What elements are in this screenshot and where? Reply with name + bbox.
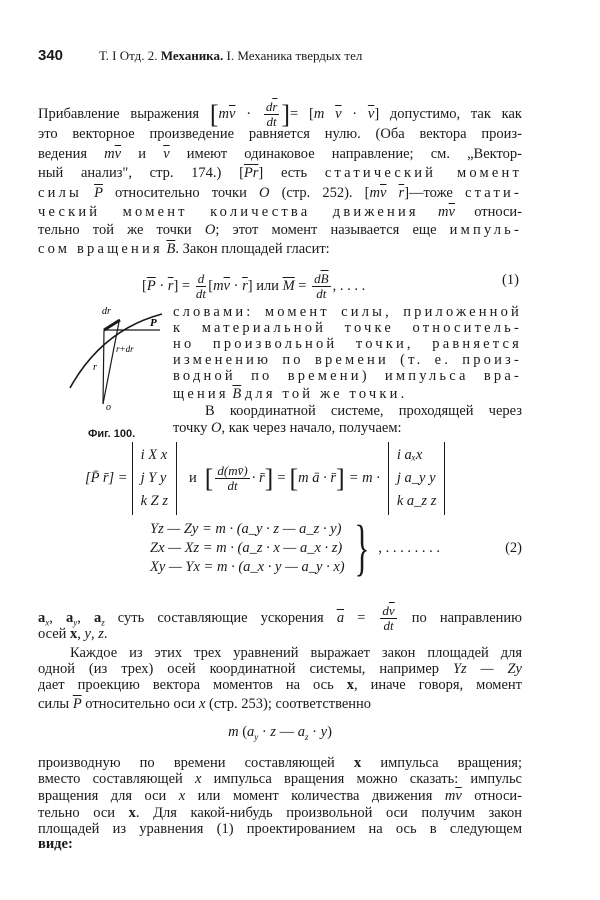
bold-text: виде: [38,836,73,852]
vector-symbol: $\overline{v}$ [367,105,375,122]
text-run: , как через начало, получаем: [221,420,402,436]
text-run: · [229,277,243,294]
math-symbol: z [98,626,104,642]
vector-symbol: $\overline{B}$ [320,271,329,286]
text-run [386,185,398,201]
bold-text: a [65,609,74,626]
text-run: [ [208,277,214,294]
text-run: , [77,626,85,642]
text-run: · [341,105,368,122]
math-symbol: x [198,696,206,712]
bold-text: x [346,677,354,693]
text-run: ведения [38,146,105,162]
vector-symbol: $\overline{r}$ [272,99,278,114]
text-run: Прибавление выражения [38,105,210,122]
spaced-emphasis: сом вращения [38,241,163,257]
math-symbol: O [204,222,216,238]
text-line [38,222,522,239]
math-symbol: d [314,271,321,286]
text-line [173,368,522,385]
text-line [38,755,522,772]
text-run: или момент количества движения [185,788,445,804]
math-symbol: m [213,277,224,294]
text-line [38,126,522,143]
determinant-2 [388,442,445,515]
det2-row: j a_y y [396,469,436,486]
equation-system-2 [150,514,522,582]
text-line [38,788,522,805]
text-run: по направлению [398,609,523,626]
text-run: · [308,724,321,740]
math-symbol: m [218,105,229,122]
text-run: ] есть [258,165,325,181]
vector-symbol: $\overline{M}$ [282,277,295,294]
text-line [173,352,522,369]
figure-100 [62,300,172,420]
text-line [38,677,522,694]
ma-r: m ā · r̄ [298,469,337,486]
text-run: [ [142,277,147,294]
math-symbol: y [320,724,328,740]
math-symbol: z [270,724,277,740]
lhs: [P̄ r̄] = [85,469,128,486]
text-run: осей [38,626,71,642]
vector-symbol: $\overline{v}$ [229,105,236,122]
fraction [264,100,280,129]
math-symbol: dt [195,286,207,301]
text-line [173,420,402,437]
math-symbol: m [104,146,115,162]
text-run: = [ [290,105,314,122]
text-run: Каждое из этих трех уравнений выражает закон площадей для [70,645,522,661]
math-symbol: O [211,420,222,436]
equation-number: (2) [505,539,522,556]
text-run: производную по времени составляющей [38,755,354,771]
math-symbol: dt [383,618,394,633]
equals: = [277,469,286,486]
text-line [38,696,371,713]
vector-symbol: $\overline{r}$ [398,185,405,201]
vector-symbol: $\overline{a}$ [336,609,345,626]
subscript: y [254,731,259,742]
text-line [38,165,522,182]
numerator [312,272,330,287]
text-run: имеют одинаковое направление; см. „Вектор- [169,146,522,162]
matrix-equation [85,440,449,516]
header-section: Механика. [160,48,224,63]
vector-symbol: $\overline{v}$ [388,603,395,618]
numerator: d(mv̄) [217,462,248,478]
spaced-emphasis: силы [38,185,82,201]
equation-number: (1) [502,272,519,288]
vector-symbol: $\overline{r}$ [252,165,259,181]
radius-vector [103,330,104,404]
math-symbol: m [369,185,380,201]
text-run: · [258,724,271,740]
text-run: импульса вращения; [361,755,523,771]
vector-symbol: $\overline{v}$ [448,204,455,220]
m-times: = m · [348,469,380,486]
determinant-1 [132,442,177,515]
numerator [264,100,280,115]
math-symbol: dt [266,114,277,129]
text-run: В координатной системе, проходящей через [205,403,522,419]
spaced-emphasis: статический момент [324,165,522,181]
conjunction: и [188,469,197,486]
text-run: точку [173,420,212,436]
text-run: (стр. 252). [ [269,185,370,201]
subscript: z [305,731,309,742]
header-suffix: I. Механика твердых тел [223,48,363,63]
bold-text: a [38,609,46,626]
text-run: вращения для оси [38,788,179,804]
text-line [38,626,108,643]
vector-symbol: $\overline{B}$ [232,386,242,402]
vector-symbol: $\overline{r}$ [167,277,174,294]
text-run: . [103,626,108,642]
denominator [316,287,326,301]
running-header [38,47,522,64]
equation-1 [142,272,365,301]
math-symbol: m [228,724,239,740]
vector-symbol: $\overline{v}$ [335,105,342,122]
text-line [173,320,522,337]
text-line [70,645,522,662]
bold-text: a [93,609,102,626]
text-run: одной (из трех) осей координатной системы, например [38,661,453,677]
math-symbol: dt [316,286,327,301]
math-symbol: Yz — Zy [452,661,522,677]
text-run: ]—тоже [404,185,465,201]
text-run: относительно оси [81,696,199,712]
text-run: . Закон площадей гласит: [175,241,330,257]
text-run: относи- [461,788,522,804]
text-run: тельно той же точки [38,222,205,238]
text-run: (стр. 253); соответственно [205,696,372,712]
text-run: ] допустимо, так как [374,105,522,122]
numerator [196,272,207,287]
vector-symbol: $\overline{P}$ [243,165,253,181]
leader-dots: , . . . . . . . . [378,539,441,556]
text-run: относительно точки [102,185,259,201]
text-run: , [90,626,99,642]
text-line [38,100,522,129]
vector-symbol: $\overline{v}$ [455,788,462,804]
text-line [38,185,522,202]
subscript: y [73,617,78,628]
label-dr: dr [102,306,111,317]
fraction [215,464,249,493]
text-line [38,146,522,163]
subscript: z [101,617,105,628]
spaced-emphasis: ческий момент количества движения [38,204,419,220]
det1-row: i X x [140,446,168,463]
text-run: , . . . . [332,277,366,294]
text-line [173,304,522,321]
vector-symbol: $\overline{v}$ [114,146,122,162]
text-run: , иначе говоря, момент [353,677,523,693]
text-run: , [49,609,66,626]
subscript: x [45,617,50,628]
numerator [380,604,396,619]
text-run: , [77,609,94,626]
spaced-emphasis: но произвольной точки, равняется [173,336,522,352]
math-symbol: x [194,771,202,787]
spaced-emphasis: изменению по времени (т. е. произ- [173,352,522,368]
det1-row: j Y y [140,469,167,486]
bold-text: x [70,626,78,642]
text-run: = [294,277,311,294]
bracket: [ [289,463,299,493]
text-run: ) [327,724,332,740]
vector-symbol: $\overline{B}$ [166,241,176,257]
spaced-emphasis: к материальной точке относитель- [173,320,522,336]
math-symbol: a [297,724,306,740]
text-line [38,724,522,746]
vector-symbol: $\overline{P}$ [146,277,156,294]
math-symbol: m [438,204,449,220]
text-run: ( [238,724,248,740]
text-line [38,604,522,633]
text-line [173,336,522,353]
label-o: o [106,402,111,413]
math-symbol: d [382,603,389,618]
text-run: импульса вращения можно сказать: импульс [201,771,522,787]
bold-text: x [353,755,362,771]
right-brace: } [354,514,369,582]
text-run: площадей из уравнения (1) проектированием на ось в следующем [38,821,522,837]
text-run: ] или [247,277,283,294]
text-run: ный анализ", стр. 174.) [ [38,165,244,181]
equation-row: Yz — Zy = m · (a_y · z — a_z · y) [150,520,342,537]
text-line [38,836,73,853]
text-run: ] = [173,277,194,294]
spaced-emphasis: для той же точки. [244,386,408,402]
math-symbol: d [197,271,205,286]
fraction [380,604,396,633]
fraction [196,272,207,301]
bracket: ] [336,463,345,493]
math-symbol: m [444,788,456,804]
text-run: ; этот момент называется еще [215,222,450,238]
text-line [38,204,522,221]
text-run: · [155,277,168,294]
bracket: [ [204,463,214,493]
text-run: дает проекцию вектора моментов на ось [38,677,347,693]
vector-symbol: $\overline{P}$ [72,696,82,712]
equations [150,520,345,577]
math-symbol: y [84,626,91,642]
det1-row: k Z z [140,492,168,509]
text-run: · [235,105,262,122]
label-p: P [150,317,157,329]
text-line [38,805,522,822]
bold-text: x [128,805,136,821]
spaced-emphasis: стати- [464,185,523,201]
radius-dr-vector [103,322,119,404]
spaced-emphasis: водной по времени) импульса вра- [173,368,522,384]
math-symbol: d [265,99,273,114]
denominator: dt [227,477,238,493]
det2-row: k a_z z [396,492,437,509]
text-run: силы [38,696,73,712]
text-line [38,241,330,258]
bracket: [ [209,100,219,129]
denominator [196,287,206,301]
times-r: · r̄ [251,469,265,486]
vector-symbol: $\overline{r}$ [242,277,248,294]
text-run: . Для какой-нибудь произвольной оси получим закон [135,805,522,821]
vector-symbol: $\overline{v}$ [163,146,170,162]
det2-row: i aₓx [396,446,423,463]
text-run [82,185,94,201]
label-r: r [93,362,97,373]
text-run: тельно оси [38,805,129,821]
math-symbol: m [313,105,336,122]
text-run: вместо составляющей [38,771,195,787]
text-run: это векторное произведение равняется нулю. (Оба вектора произ- [38,126,522,142]
text-run: и [121,146,164,162]
text-run [419,204,438,220]
text-run: = [344,609,379,626]
text-run: суть составляющие ускорения [104,609,337,626]
spaced-emphasis: щения [173,386,229,402]
header-prefix: Т. I Отд. 2. [99,48,161,63]
equation-row: Zx — Xz = m · (a_z · x — a_x · z) [150,539,343,556]
vector-symbol: $\overline{v}$ [223,277,230,294]
figure-caption: Фиг. 100. [88,428,136,440]
spaced-emphasis: импуль- [449,222,522,238]
math-symbol: a [247,724,255,740]
text-line [205,403,522,420]
text-run: — [276,724,298,740]
text-line [38,661,522,678]
text-run: относи- [454,204,523,220]
bracket: ] [264,463,274,493]
text-line [173,386,407,403]
bracket: ] [281,100,291,129]
text-line [38,771,522,788]
text-line [38,821,522,838]
math-symbol: x [178,788,186,804]
math-symbol: O [258,185,270,201]
fraction [312,272,330,301]
equation-row: Xy — Yx = m · (a_x · y — a_y · x) [150,558,345,575]
page-number: 340 [38,47,64,64]
vector-symbol: $\overline{v}$ [379,185,387,201]
spaced-emphasis: словами: момент силы, приложенной [173,304,522,320]
label-r-dr: r+dr [116,344,134,354]
denominator [384,619,394,633]
vector-symbol: $\overline{P}$ [94,185,103,201]
